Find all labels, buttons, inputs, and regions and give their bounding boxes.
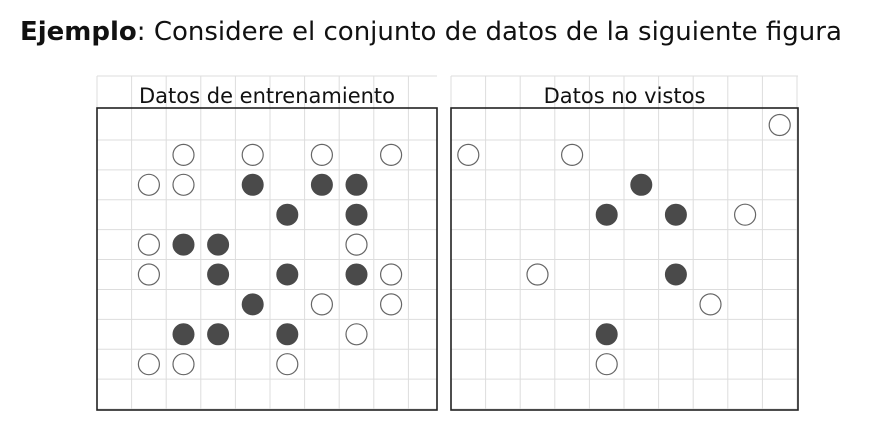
filled-point (665, 264, 686, 285)
open-point (735, 204, 756, 225)
filled-point (208, 264, 229, 285)
open-point (311, 144, 332, 165)
filled-point (346, 204, 367, 225)
open-point (346, 234, 367, 255)
open-point (700, 294, 721, 315)
filled-point (242, 174, 263, 195)
open-point (381, 294, 402, 315)
panel-training (97, 76, 437, 410)
filled-point (665, 204, 686, 225)
panel-title: Datos no vistos (543, 84, 706, 108)
filled-point (173, 234, 194, 255)
filled-point (346, 174, 367, 195)
open-point (769, 115, 790, 136)
open-point (138, 234, 159, 255)
filled-point (173, 324, 194, 345)
filled-point (277, 264, 298, 285)
open-point (527, 264, 548, 285)
open-point (173, 144, 194, 165)
open-point (346, 324, 367, 345)
filled-point (631, 174, 652, 195)
filled-point (277, 324, 298, 345)
filled-point (596, 324, 617, 345)
open-point (138, 174, 159, 195)
filled-point (208, 234, 229, 255)
filled-point (311, 174, 332, 195)
open-point (562, 144, 583, 165)
filled-point (346, 264, 367, 285)
open-point (311, 294, 332, 315)
filled-point (277, 204, 298, 225)
filled-point (208, 324, 229, 345)
open-point (138, 354, 159, 375)
filled-point (242, 294, 263, 315)
filled-point (596, 204, 617, 225)
open-point (242, 144, 263, 165)
panel-unseen (451, 76, 798, 410)
open-point (381, 144, 402, 165)
open-point (138, 264, 159, 285)
open-point (381, 264, 402, 285)
open-point (596, 354, 617, 375)
heading-rest: : Considere el conjunto de datos de la siguiente figura (136, 17, 842, 47)
panel-title: Datos de entrenamiento (139, 84, 395, 108)
heading-bold: Ejemplo (20, 17, 137, 47)
open-point (458, 144, 479, 165)
open-point (277, 354, 298, 375)
open-point (173, 354, 194, 375)
open-point (173, 174, 194, 195)
